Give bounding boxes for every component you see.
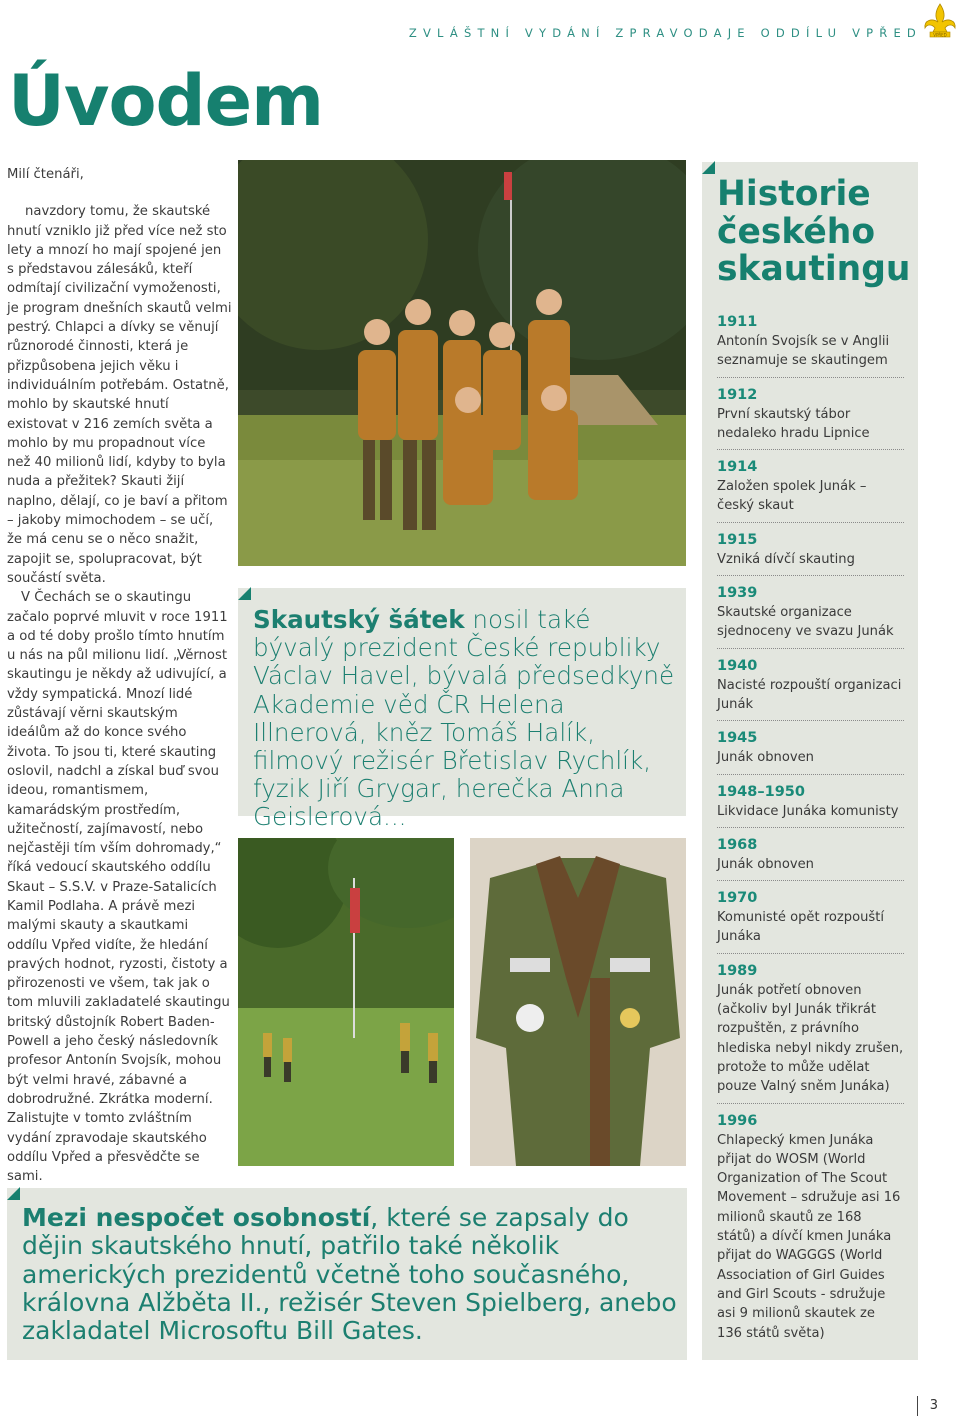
timeline-year: 1996 (717, 1112, 758, 1129)
page-number: 3 (929, 1398, 938, 1413)
timeline-item (717, 780, 904, 828)
timeline-item (717, 528, 904, 576)
intro-column (7, 165, 232, 1186)
timeline-year: 1968 (717, 836, 758, 853)
history-corner-mark (702, 161, 715, 174)
timeline-item (717, 886, 904, 954)
timeline-item (717, 959, 904, 1104)
timeline-year: 1945 (717, 730, 758, 747)
quote2-corner-mark (7, 1187, 20, 1200)
timeline-item (717, 581, 904, 649)
timeline-text: Likvidace Junáka komunisty (717, 803, 899, 819)
photo-scout-uniform (470, 838, 686, 1166)
page-number-divider (917, 1396, 918, 1416)
photo-scout-group (238, 160, 686, 566)
intro-paragraph-2: V Čechách se o skautingu začalo poprvé mluvit v roce 1911 a od té doby prošlo tímto hnutím u nás na půl milionu lidí. „Věrnost skautingu je někdy až udivující, a vždy sympatická. Mnozí lidé zůstávají věrni skautským ideálům až do konce svého života. To jsou ti, které skauting oslovil, nadchl a získal buď svou ideou, romantismem, kamarádským prostředím, užitečností, zajímavostí, nebo nejčastěji tím vším dohromady,“ říká vedoucí skautského oddílu Skaut – S.S.V. v Praze-Satalicích Kamil Podlaha. A právě mezi malými skauty a skautkami oddílu Vpřed vidíte, že hledání pravých hodnot, ryzosti, čistoty a přirozenosti ve všem, tak jak o tom mluvili zakladatelé skautingu britský důstojník Robert Baden-Powell a jeho český následovník profesor Antonín Svojsík, mohou být velmi hravé, zábavné a dobrodružné. Zkrátka moderní. Zalistujte v tomto zvláštním vydání zpravodaje skautského oddílu Vpřed a přesvědčte se sami. (7, 590, 230, 1185)
timeline-text: Antonín Svojsík se v Anglii seznamuje se skautingem (717, 334, 890, 369)
timeline-year: 1915 (717, 531, 758, 548)
page-title: Úvodem (8, 60, 324, 142)
intro-greeting: Milí čtenáři, (7, 167, 84, 182)
timeline-text: Junák obnoven (717, 856, 814, 872)
photo-scout-ceremony (238, 838, 454, 1166)
timeline-text: Vzniká dívčí skauting (717, 551, 855, 567)
timeline-text: První skautský tábor nedaleko hradu Lipnice (717, 406, 870, 441)
timeline-year: 1970 (717, 890, 758, 907)
header-strip: ZVLÁŠTNÍ VYDÁNÍ ZPRAVODAJE ODDÍLU VPŘED (408, 26, 922, 40)
timeline-text: Skautské organizace sjednoceny ve svazu Junák (717, 605, 894, 640)
timeline-text: Junák obnoven (717, 750, 814, 766)
timeline-year: 1989 (717, 962, 758, 979)
timeline-item (717, 833, 904, 881)
timeline-year: 1940 (717, 657, 758, 674)
logo-text: VPŘED (933, 32, 947, 38)
intro-paragraph-1: navzdory tomu, že skautské hnutí vzniklo již před více než sto lety a mnozí ho mají spojené jen s představou zálesáků, kteří odmítají civilizační vymoženosti, je program dnešních skautů velmi pestrý. Chlapci a dívky se věnují různorodé činnosti, která je přizpůsobena jejich věku i individuálním potřebám. Ostatně, mohlo by skautské hnutí existovat v 216 zemích světa a mohlo by mu propadnout více než 40 milionů lidí, kdyby to byla nuda a přežitek? Skauti žijí naplno, dělají, co je baví a přitom – jakoby mimochodem – se učí, že má cenu se o něco snažit, zapojit se, spolupracovat, být součástí světa. (7, 204, 232, 586)
timeline-text: Junák potřetí obnoven (ačkoliv byl Junák třikrát rozpuštěn, z právního hlediska nebyl nikdy zrušen, protože to může udělat pouze Valný sněm Junáka) (717, 982, 904, 1095)
quote1-corner-mark (238, 587, 251, 600)
fleur-de-lis-icon (922, 2, 958, 46)
quote-box-famous-scouts-cz (238, 588, 686, 832)
timeline-text: Založen spolek Junák – český skaut (717, 479, 867, 514)
quote-box-famous-scouts-world (7, 1188, 687, 1360)
quote-famous-scouts-world: Mezi nespočet osobností, které se zapsaly do dějin skautského hnutí, patřilo také několik amerických prezidentů včetně toho současného, královna Alžběta II., režisér Steven Spielberg, anebo zakladatel Microsoftu Bill Gates. (22, 1203, 677, 1346)
history-timeline (717, 310, 904, 1354)
history-title: Historie českého skautingu (717, 174, 911, 289)
history-sidebar (702, 162, 918, 1360)
timeline-item (717, 310, 904, 378)
timeline-item (717, 1109, 904, 1349)
timeline-year: 1914 (717, 459, 758, 476)
timeline-year: 1912 (717, 386, 758, 403)
timeline-item (717, 654, 904, 722)
timeline-item (717, 455, 904, 523)
timeline-text: Nacisté rozpouští organizaci Junák (717, 677, 902, 712)
timeline-item (717, 383, 904, 451)
timeline-year: 1911 (717, 314, 758, 330)
timeline-text: Chlapecký kmen Junáka přijat do WOSM (World Organization of The Scout Movement – sdružuje asi 16 milionů skautů ze 168 států) a dívčí kmen Junáka přijat do WAGGGS (World Association of Girl Guides and Girl Scouts - sdružuje asi 9 milionů skautek ze 136 států světa) (717, 1132, 901, 1341)
timeline-year: 1948–1950 (717, 783, 805, 800)
timeline-item (717, 726, 904, 774)
quote-famous-scouts-cz: Skautský šátek nosil také bývalý prezident České republiky Václav Havel, bývalá předsedkyně Akademie věd ČR Helena Illnerová, kněz Tomáš Halík, filmový režisér Břetislav Rychlík, fyzik Jiří Grygar, herečka Anna Geislerová... (253, 605, 675, 832)
timeline-text: Komunisté opět rozpouští Junáka (717, 910, 884, 945)
timeline-year: 1939 (717, 585, 758, 602)
